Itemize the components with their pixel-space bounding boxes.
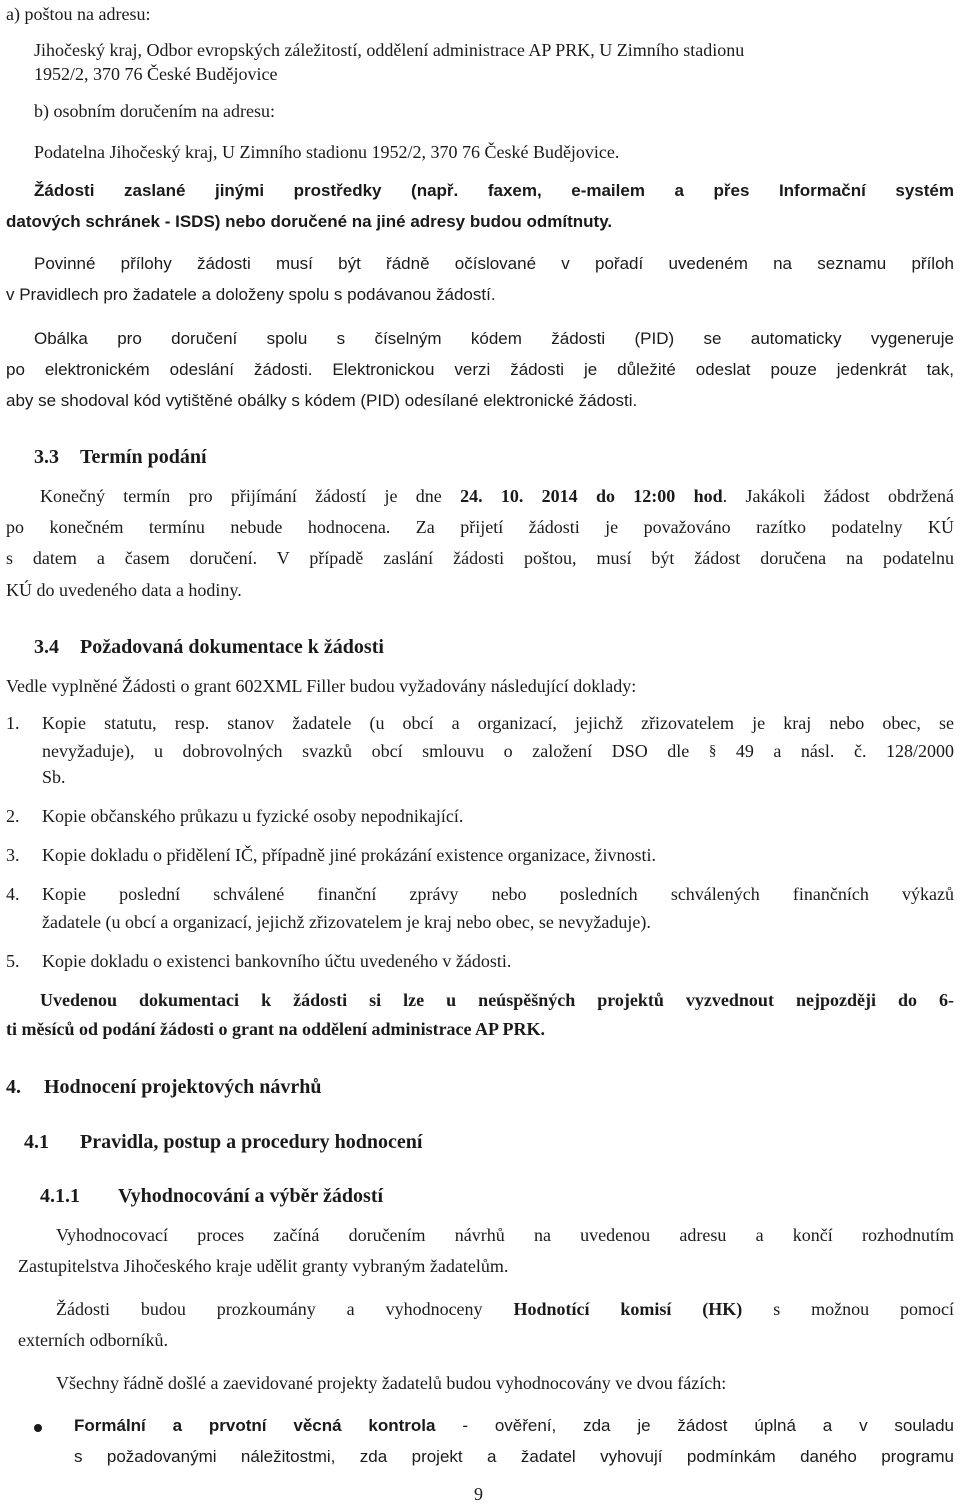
list-item-1-line-1: Kopie statutu, resp. stanov žadatele (u obcí a organizací, jejichž zřizovatelem je kraj nebo obec, se — [42, 713, 954, 733]
section-symbol: § — [708, 743, 717, 759]
list-item-3-number: 3. — [6, 845, 20, 865]
pickup-note-line-1: Uvedenou dokumentaci k žádosti si lze u neúspěšných projektů vyzvednout nejpozději do 6- — [40, 990, 954, 1010]
list-item-3-text: Kopie dokladu o přidělení IČ, případně jiné prokázání existence organizace, živnosti. — [42, 845, 656, 865]
section-4-1-number: 4.1 — [24, 1131, 49, 1153]
evaluation-p3: Všechny řádně došlé a zaevidované projekty žadatelů budou vyhodnocovány ve dvou fázích: — [56, 1373, 727, 1393]
page-number: 9 — [474, 1484, 483, 1504]
evaluation-committee: Hodnotící komisí (HK) — [513, 1299, 743, 1319]
section-4-1-title: Pravidla, postup a procedury hodnocení — [80, 1131, 423, 1153]
list-item-5-text: Kopie dokladu o existenci bankovního účtu uvedeného v žádosti. — [42, 951, 512, 971]
evaluation-p2-line-1 — [56, 1299, 954, 1320]
attachments-line-1: Povinné přílohy žádosti musí být řádně očíslované v pořadí uvedeném na seznamu příloh — [34, 254, 954, 273]
list-item-2-number: 2. — [6, 806, 20, 826]
section-4-title: Hodnocení projektových návrhů — [44, 1076, 322, 1098]
evaluation-p2-line-2: externích odborníků. — [18, 1330, 168, 1350]
list-item-1-line-2 — [42, 741, 954, 762]
bullet-marker — [34, 1424, 42, 1432]
envelope-line-3: aby se shodoval kód vytištěné obálky s kódem (PID) odesílané elektronické žádosti. — [6, 391, 638, 410]
bullet-rest-text: - ověření, zda je žádost úplná a v souladu — [435, 1416, 954, 1435]
label-post: a) poštou na adresu: — [6, 4, 151, 24]
warning-line-1: Žádosti zaslané jinými prostředky (např. faxem, e-mailem a přes Informační systém — [34, 181, 954, 200]
list-item-2-text: Kopie občanského průkazu u fyzické osoby nepodnikající. — [42, 806, 464, 826]
pickup-note-line-2: ti měsíců od podání žádosti o grant na oddělení administrace AP PRK. — [6, 1019, 546, 1039]
deadline-text-c: . Jakákoli žádost obdržená — [722, 486, 954, 506]
evaluation-p2-text-a: Žádosti budou prozkoumány a vyhodnoceny — [56, 1299, 514, 1319]
list-item-5-number: 5. — [6, 951, 20, 971]
evaluation-p2-text-c: s možnou pomocí — [742, 1299, 954, 1319]
envelope-line-2: po elektronickém odeslání žádosti. Elektronickou verzi žádosti je důležité odeslat pouze jedenkrát tak, — [6, 360, 954, 379]
deadline-line-4: KÚ do uvedeného data a hodiny. — [6, 580, 242, 600]
address-personal: Podatelna Jihočeský kraj, U Zimního stadionu 1952/2, 370 76 České Budějovice. — [34, 142, 620, 162]
list-item-4-number: 4. — [6, 884, 20, 904]
section-3-4-title: Požadovaná dokumentace k žádosti — [80, 636, 384, 658]
list-item-4-line-2: žadatele (u obcí a organizací, jejichž zřizovatelem je kraj nebo obec, se nevyžaduje). — [42, 912, 651, 932]
section-3-3-number: 3.3 — [34, 446, 59, 468]
deadline-line-2: po konečném termínu nebude hodnocena. Za přijetí žádosti je považováno razítko podatelny KÚ — [6, 517, 954, 537]
address-line-1: Jihočeský kraj, Odbor evropských záležitostí, oddělení administrace AP PRK, U Zimního stadionu — [34, 40, 745, 60]
section-3-3-title: Termín podání — [80, 446, 207, 468]
section-3-4-number: 3.4 — [34, 636, 59, 658]
bullet-line-2: s požadovanými náležitostmi, zda projekt a žadatel vyhovují podmínkám daného programu — [74, 1447, 954, 1466]
list-item-1-number: 1. — [6, 713, 20, 733]
attachments-line-2: v Pravidlech pro žadatele a doloženy spolu s podávanou žádostí. — [6, 285, 496, 304]
list-item-4-line-1: Kopie poslední schválené finanční zprávy nebo posledních schválených finančních výkazů — [42, 884, 954, 904]
bullet-line-1 — [74, 1416, 954, 1436]
documents-intro: Vedle vyplněné Žádosti o grant 602XML Filler budou vyžadovány následující doklady: — [6, 676, 637, 696]
bullet-bold-text: Formální a prvotní věcná kontrola — [74, 1416, 436, 1435]
deadline-line-1 — [40, 486, 954, 507]
address-line-2: 1952/2, 370 76 České Budějovice — [34, 64, 278, 84]
warning-line-2: datových schránek - ISDS) nebo doručené na jiné adresy budou odmítnuty. — [6, 212, 613, 231]
section-4-1-1-number: 4.1.1 — [40, 1185, 80, 1207]
section-4-1-1-title: Vyhodnocování a výběr žádostí — [118, 1185, 384, 1207]
deadline-line-3: s datem a časem doručení. V případě zaslání žádosti poštou, musí být žádost doručena na podatelnu — [6, 548, 954, 568]
deadline-date: 24. 10. 2014 do 12:00 hod — [460, 486, 723, 506]
list-item-1-text-b: 49 a násl. č. 128/2000 — [735, 741, 955, 761]
envelope-line-1: Obálka pro doručení spolu s číselným kódem žádosti (PID) se automaticky vygeneruje — [34, 329, 954, 348]
list-item-1-line-3: Sb. — [42, 767, 66, 787]
label-personal: b) osobním doručením na adresu: — [34, 101, 275, 121]
list-item-1-text-a: nevyžaduje), u dobrovolných svazků obcí smlouvu o založení DSO dle — [42, 741, 690, 761]
evaluation-p1-line-1: Vyhodnocovací proces začíná doručením návrhů na uvedenou adresu a končí rozhodnutím — [56, 1225, 954, 1245]
section-4-number: 4. — [6, 1076, 21, 1098]
deadline-text-a: Konečný termín pro přijímání žádostí je dne — [40, 486, 461, 506]
evaluation-p1-line-2: Zastupitelstva Jihočeského kraje udělit granty vybraným žadatelům. — [18, 1256, 509, 1276]
